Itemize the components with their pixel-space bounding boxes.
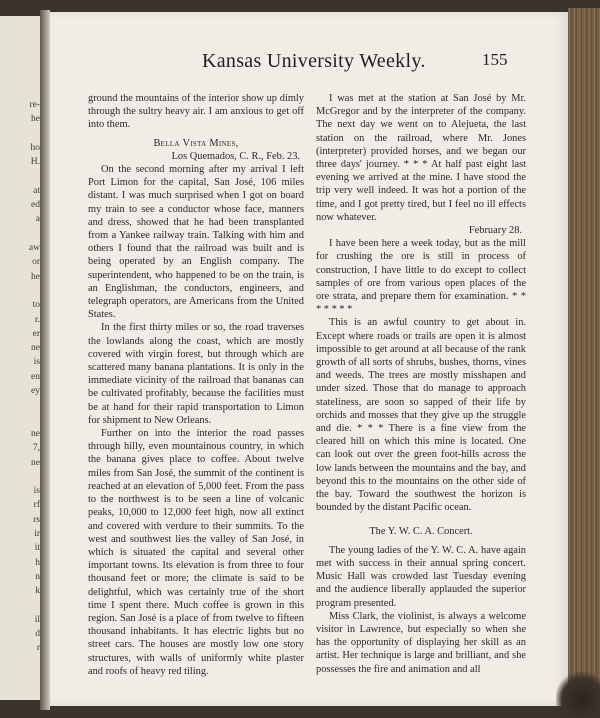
paragraph: I have been here a week today, but as the mill for crushing the ore is still in process of construction, I have little to do except to collect samples of ore from various open places of the ore strata, and prepare them for examination. * * * * * * * <box>316 238 526 316</box>
thumb-shadow <box>556 672 600 718</box>
fragment-text: re- <box>29 100 40 110</box>
fragment-text: ed <box>31 200 40 211</box>
letter-heading: Bella Vista Mines, <box>153 137 239 149</box>
paragraph: On the second morning after my arrival I left Port Limon for the capital, San José, 106 miles distant. I was much surprised when I got on board my train to see a conductor whose face, manners and dress, showed that he had been transplanted from a Yankee railway train. Talking with him and others I found that the railroad was built and is being operated by an English company. The superintendent, who happened to be on the train, is an Englishman, the conductors, engineers, and telegraph operators, are Americans from the United States. <box>88 164 304 321</box>
paragraph: The young ladies of the Y. W. C. A. have again met with success in their annual spring concert. Music Hall was crowded last Tuesday evening and the audience liberally applauded the superior program presented. <box>316 544 526 609</box>
fragment-text: il <box>34 614 40 625</box>
page-edges <box>568 8 600 710</box>
fragment-text: en <box>31 371 40 382</box>
book-gutter <box>40 10 50 710</box>
fragment-text: he <box>31 114 40 125</box>
column-right <box>316 92 526 676</box>
fragment-text: 7, <box>32 443 40 454</box>
section-heading: The Y. W. C. A. Concert. <box>369 525 473 537</box>
paragraph: Further on into the interior the road passes through hilly, even mountainous country, in which the banana gives place to coffee. About twelve miles from San José, the summit of the continent is reached at an elevation of 5,000 feet. From the pass to the northwest is to be seen a line of volcanic peaks, 10,000 to 12,000 feet high, now all extinct and covered with verdure to their summits. To the west and southwest lies the valley of San José, in which is situated the capital and several other important towns. Its elevation is from three to four thousand feet or more; the climate is said to be delightful, which was certainly true of the short time I spent there. Much coffee is grown in this region. San José is a place of from twelve to fifteen thousand inhabitants. It has electric lights but no street cars. The houses are mostly low one story structures, with walls of uniformly white plaster and roofs of heavy red tiling. <box>88 428 304 677</box>
fragment-text: n <box>35 571 40 582</box>
fragment-text: h <box>35 557 40 568</box>
page-number: 155 <box>482 50 508 69</box>
fragment-text: aw <box>28 243 40 253</box>
fragment-text: rf <box>33 500 40 511</box>
page <box>50 12 568 706</box>
fragment-text: ir <box>34 529 40 539</box>
fragment-text: at <box>33 185 40 196</box>
fragment-text: ho <box>30 142 40 153</box>
journal-title: Kansas University Weekly. <box>202 50 426 72</box>
fragment-text: r <box>36 643 40 654</box>
column-left <box>88 92 304 678</box>
fragment-text: or <box>32 257 40 268</box>
fragment-text: is <box>33 357 40 368</box>
fragment-text: to <box>32 300 40 311</box>
fragment-text: r. <box>34 314 40 325</box>
fragment-text: rs <box>33 514 40 525</box>
paragraph: This is an awful country to get about in. Except where roads or trails are open it is almost impossible to get around at all because of the rank growth of all sorts of shrubs, bushes, thorns, vines and weeds. The trees are mostly misshapen and under sized. Those that do manage to approach stateliness, are soon so sapped of their life by orchids and mosses that they give up the struggle and die. * * * There is a fine view from the cleared hill on which this mine is located. One can look out over the green foot-hills across the low lands between the mountains and the bay, and beyond this to the mountains on the other side of the bay. Toward the southwest the horizon is bounded by the distant Pacific ocean. <box>316 317 526 514</box>
fragment-text: ey <box>31 386 40 396</box>
fragment-text: ne <box>31 343 40 354</box>
fragment-text: ne <box>31 457 40 468</box>
fragment-text: H. <box>30 157 40 168</box>
paragraph: Miss Clark, the violinist, is always a welcome visitor in Lawrence, but especially so when she has the opportunity of displaying her skill as an artist. Her technique is large and brilliant, and she possesses the fire and animation and all <box>316 610 526 675</box>
dateline: Los Quemados, C. R., Feb. 23. <box>171 150 300 162</box>
date-line: February 28. <box>468 225 522 237</box>
adjacent-page-fragment <box>0 16 41 700</box>
paragraph: I was met at the station at San José by Mr. McGregor and by the interpreter of the company. The next day we went on to Alejueta, the last station on the railroad, where Mr. Jones (interpreter) provided horses, and we began our three days' journey. * * * At half past eight last evening we arrived at the mine. I have stood the trip very well indeed. It was hot a portion of the time, and I got pretty tired, but I feel no ill effects now whatever. <box>316 93 526 223</box>
fragment-text: d <box>35 629 40 640</box>
fragment-text: k <box>35 586 40 597</box>
fragment-text: a <box>35 214 40 225</box>
fragment-text: he <box>31 271 40 282</box>
fragment-text: ne <box>31 428 40 439</box>
fragment-text: is <box>33 486 40 497</box>
fragment-text: er <box>32 328 40 339</box>
paragraph: In the first thirty miles or so, the road traverses the lowlands along the coast, which are mostly covered with virgin forest, but through which are scattered many banana plantations. It is only in the immediate vicinity of the railroad that bananas can be cultivated profitably, because the facilities must be at hand for their rapid transportation to Limon for shipment to New Orleans. <box>88 322 304 426</box>
page-header <box>50 50 568 80</box>
fragment-text: it <box>34 543 40 554</box>
paragraph: ground the mountains of the interior show up dimly through the sultry heavy air. I am anxious to get off into them. <box>88 93 304 131</box>
